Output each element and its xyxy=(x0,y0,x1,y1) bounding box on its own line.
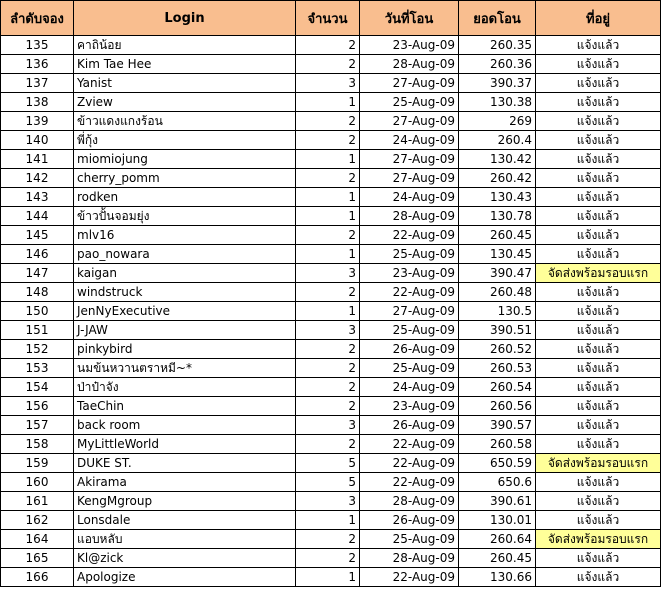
cell-address[interactable]: แจ้งแล้ว xyxy=(536,245,661,264)
cell-login[interactable]: ป่าป๋าจัง xyxy=(74,378,296,397)
cell-login[interactable]: mlv16 xyxy=(74,226,296,245)
table-row xyxy=(1,245,661,264)
cell-rank[interactable]: 145 xyxy=(1,226,74,245)
cell-login[interactable]: pinkybird xyxy=(74,340,296,359)
table-row xyxy=(1,321,661,340)
cell-login[interactable]: Yanist xyxy=(74,74,296,93)
table-row xyxy=(1,226,661,245)
cell-amount[interactable]: 260.48 xyxy=(459,283,536,302)
table-row xyxy=(1,55,661,74)
cell-date[interactable]: 25-Aug-09 xyxy=(360,530,459,549)
cell-amount[interactable]: 130.42 xyxy=(459,150,536,169)
cell-date[interactable]: 22-Aug-09 xyxy=(360,226,459,245)
cell-date[interactable]: 28-Aug-09 xyxy=(360,207,459,226)
cell-qty[interactable]: 1 xyxy=(296,568,360,587)
cell-date[interactable]: 23-Aug-09 xyxy=(360,397,459,416)
cell-amount[interactable]: 390.57 xyxy=(459,416,536,435)
cell-rank[interactable]: 157 xyxy=(1,416,74,435)
cell-login[interactable]: back room xyxy=(74,416,296,435)
cell-amount[interactable]: 130.01 xyxy=(459,511,536,530)
cell-address[interactable]: แจ้งแล้ว xyxy=(536,340,661,359)
cell-qty[interactable]: 2 xyxy=(296,226,360,245)
cell-date[interactable]: 27-Aug-09 xyxy=(360,74,459,93)
cell-rank[interactable]: 136 xyxy=(1,55,74,74)
table-header xyxy=(1,1,661,36)
table-row xyxy=(1,36,661,55)
cell-address[interactable]: แจ้งแล้ว xyxy=(536,226,661,245)
cell-date[interactable]: 28-Aug-09 xyxy=(360,492,459,511)
cell-rank[interactable]: 135 xyxy=(1,36,74,55)
cell-login[interactable]: cherry_pomm xyxy=(74,169,296,188)
cell-rank[interactable]: 153 xyxy=(1,359,74,378)
cell-login[interactable]: pao_nowara xyxy=(74,245,296,264)
cell-amount[interactable]: 390.61 xyxy=(459,492,536,511)
cell-date[interactable]: 25-Aug-09 xyxy=(360,321,459,340)
cell-qty[interactable]: 3 xyxy=(296,264,360,283)
header-qty[interactable]: จำนวน xyxy=(296,1,360,36)
cell-date[interactable]: 22-Aug-09 xyxy=(360,568,459,587)
cell-rank[interactable]: 137 xyxy=(1,74,74,93)
cell-login[interactable]: MyLittleWorld xyxy=(74,435,296,454)
cell-login[interactable]: Apologize xyxy=(74,568,296,587)
cell-date[interactable]: 26-Aug-09 xyxy=(360,340,459,359)
cell-date[interactable]: 28-Aug-09 xyxy=(360,549,459,568)
cell-qty[interactable]: 5 xyxy=(296,473,360,492)
table-body xyxy=(1,36,661,587)
header-amount[interactable]: ยอดโอน xyxy=(459,1,536,36)
cell-qty[interactable]: 2 xyxy=(296,55,360,74)
cell-address[interactable]: แจ้งแล้ว xyxy=(536,416,661,435)
cell-login[interactable]: miomiojung xyxy=(74,150,296,169)
cell-amount[interactable]: 260.42 xyxy=(459,169,536,188)
cell-date[interactable]: 22-Aug-09 xyxy=(360,435,459,454)
cell-date[interactable]: 26-Aug-09 xyxy=(360,511,459,530)
cell-qty[interactable]: 2 xyxy=(296,530,360,549)
cell-login[interactable]: KengMgroup xyxy=(74,492,296,511)
cell-qty[interactable]: 1 xyxy=(296,188,360,207)
header-row xyxy=(1,1,661,36)
table-row xyxy=(1,283,661,302)
cell-rank[interactable]: 152 xyxy=(1,340,74,359)
cell-qty[interactable]: 1 xyxy=(296,207,360,226)
cell-address[interactable]: แจ้งแล้ว xyxy=(536,378,661,397)
cell-login[interactable]: Kim Tae Hee xyxy=(74,55,296,74)
cell-date[interactable]: 24-Aug-09 xyxy=(360,378,459,397)
cell-rank[interactable]: 156 xyxy=(1,397,74,416)
cell-login[interactable]: Zview xyxy=(74,93,296,112)
cell-login[interactable]: TaeChin xyxy=(74,397,296,416)
cell-qty[interactable]: 2 xyxy=(296,36,360,55)
cell-qty[interactable]: 1 xyxy=(296,302,360,321)
cell-login[interactable]: คาถิน้อย xyxy=(74,36,296,55)
cell-qty[interactable]: 2 xyxy=(296,549,360,568)
cell-address[interactable]: แจ้งแล้ว xyxy=(536,302,661,321)
cell-qty[interactable]: 2 xyxy=(296,340,360,359)
cell-login[interactable]: พี่กุ้ง xyxy=(74,131,296,150)
table-row xyxy=(1,492,661,511)
cell-login[interactable]: DUKE ST. xyxy=(74,454,296,473)
cell-amount[interactable]: 260.64 xyxy=(459,530,536,549)
table-row xyxy=(1,74,661,93)
cell-login[interactable]: ข้าวปั้นจอมยุ่ง xyxy=(74,207,296,226)
cell-login[interactable]: Akirama xyxy=(74,473,296,492)
cell-address[interactable]: แจ้งแล้ว xyxy=(536,435,661,454)
table-row xyxy=(1,511,661,530)
cell-qty[interactable]: 3 xyxy=(296,416,360,435)
table-row xyxy=(1,473,661,492)
table-row xyxy=(1,359,661,378)
cell-amount[interactable]: 390.51 xyxy=(459,321,536,340)
cell-qty[interactable]: 1 xyxy=(296,150,360,169)
cell-qty[interactable]: 2 xyxy=(296,131,360,150)
cell-address[interactable]: จัดส่งพร้อมรอบแรก xyxy=(536,454,661,473)
table-row xyxy=(1,435,661,454)
cell-amount[interactable]: 130.38 xyxy=(459,93,536,112)
cell-rank[interactable]: 140 xyxy=(1,131,74,150)
cell-login[interactable]: Lonsdale xyxy=(74,511,296,530)
cell-login[interactable]: แอบหลับ xyxy=(74,530,296,549)
cell-rank[interactable]: 160 xyxy=(1,473,74,492)
cell-address[interactable]: แจ้งแล้ว xyxy=(536,131,661,150)
cell-amount[interactable]: 269 xyxy=(459,112,536,131)
cell-qty[interactable]: 2 xyxy=(296,378,360,397)
cell-amount[interactable]: 260.53 xyxy=(459,359,536,378)
cell-amount[interactable]: 390.47 xyxy=(459,264,536,283)
cell-rank[interactable]: 142 xyxy=(1,169,74,188)
cell-amount[interactable]: 260.4 xyxy=(459,131,536,150)
table-row xyxy=(1,112,661,131)
table-row xyxy=(1,530,661,549)
cell-date[interactable]: 24-Aug-09 xyxy=(360,188,459,207)
cell-amount[interactable]: 390.37 xyxy=(459,74,536,93)
cell-rank[interactable]: 144 xyxy=(1,207,74,226)
cell-login[interactable]: J-JAW xyxy=(74,321,296,340)
table-row xyxy=(1,340,661,359)
cell-address[interactable]: แจ้งแล้ว xyxy=(536,74,661,93)
cell-date[interactable]: 25-Aug-09 xyxy=(360,359,459,378)
cell-amount[interactable]: 130.43 xyxy=(459,188,536,207)
cell-qty[interactable]: 3 xyxy=(296,321,360,340)
table-row xyxy=(1,568,661,587)
cell-login[interactable]: JenNyExecutive xyxy=(74,302,296,321)
cell-address[interactable]: แจ้งแล้ว xyxy=(536,359,661,378)
cell-amount[interactable]: 130.5 xyxy=(459,302,536,321)
table-row xyxy=(1,302,661,321)
table-row xyxy=(1,264,661,283)
cell-address[interactable]: แจ้งแล้ว xyxy=(536,150,661,169)
cell-amount[interactable]: 260.56 xyxy=(459,397,536,416)
cell-amount[interactable]: 260.36 xyxy=(459,55,536,74)
cell-qty[interactable]: 3 xyxy=(296,74,360,93)
cell-rank[interactable]: 164 xyxy=(1,530,74,549)
cell-rank[interactable]: 159 xyxy=(1,454,74,473)
cell-date[interactable]: 26-Aug-09 xyxy=(360,416,459,435)
cell-address[interactable]: แจ้งแล้ว xyxy=(536,473,661,492)
cell-address[interactable]: แจ้งแล้ว xyxy=(536,568,661,587)
cell-qty[interactable]: 2 xyxy=(296,169,360,188)
cell-amount[interactable]: 260.54 xyxy=(459,378,536,397)
cell-date[interactable]: 27-Aug-09 xyxy=(360,112,459,131)
cell-date[interactable]: 27-Aug-09 xyxy=(360,150,459,169)
cell-login[interactable]: windstruck xyxy=(74,283,296,302)
cell-amount[interactable]: 260.58 xyxy=(459,435,536,454)
cell-date[interactable]: 24-Aug-09 xyxy=(360,131,459,150)
cell-rank[interactable]: 148 xyxy=(1,283,74,302)
cell-address[interactable]: แจ้งแล้ว xyxy=(536,492,661,511)
header-login[interactable]: Login xyxy=(74,1,296,36)
table-row xyxy=(1,169,661,188)
cell-address[interactable]: แจ้งแล้ว xyxy=(536,169,661,188)
table-row xyxy=(1,207,661,226)
cell-date[interactable]: 25-Aug-09 xyxy=(360,245,459,264)
table-row xyxy=(1,150,661,169)
cell-address[interactable]: แจ้งแล้ว xyxy=(536,55,661,74)
header-date[interactable]: วันที่โอน xyxy=(360,1,459,36)
cell-login[interactable]: kaigan xyxy=(74,264,296,283)
cell-amount[interactable]: 650.6 xyxy=(459,473,536,492)
table-row xyxy=(1,397,661,416)
cell-date[interactable]: 28-Aug-09 xyxy=(360,55,459,74)
table-row xyxy=(1,131,661,150)
cell-rank[interactable]: 143 xyxy=(1,188,74,207)
cell-qty[interactable]: 2 xyxy=(296,112,360,131)
cell-rank[interactable]: 165 xyxy=(1,549,74,568)
table-row xyxy=(1,549,661,568)
cell-qty[interactable]: 1 xyxy=(296,245,360,264)
cell-login[interactable]: rodken xyxy=(74,188,296,207)
cell-login[interactable]: Kl@zick xyxy=(74,549,296,568)
cell-qty[interactable]: 2 xyxy=(296,359,360,378)
cell-rank[interactable]: 141 xyxy=(1,150,74,169)
cell-amount[interactable]: 130.45 xyxy=(459,245,536,264)
cell-rank[interactable]: 139 xyxy=(1,112,74,131)
cell-address[interactable]: แจ้งแล้ว xyxy=(536,207,661,226)
cell-date[interactable]: 27-Aug-09 xyxy=(360,302,459,321)
cell-rank[interactable]: 151 xyxy=(1,321,74,340)
table-row xyxy=(1,378,661,397)
cell-address[interactable]: แจ้งแล้ว xyxy=(536,188,661,207)
header-address[interactable]: ที่อยู่ xyxy=(536,1,661,36)
cell-address[interactable]: แจ้งแล้ว xyxy=(536,112,661,131)
cell-address[interactable]: แจ้งแล้ว xyxy=(536,283,661,302)
cell-rank[interactable]: 161 xyxy=(1,492,74,511)
cell-date[interactable]: 22-Aug-09 xyxy=(360,283,459,302)
cell-amount[interactable]: 260.35 xyxy=(459,36,536,55)
table-row xyxy=(1,416,661,435)
cell-rank[interactable]: 154 xyxy=(1,378,74,397)
cell-qty[interactable]: 2 xyxy=(296,283,360,302)
cell-date[interactable]: 23-Aug-09 xyxy=(360,36,459,55)
cell-rank[interactable]: 158 xyxy=(1,435,74,454)
cell-login[interactable]: ข้าวแดงแกงร้อน xyxy=(74,112,296,131)
cell-rank[interactable]: 166 xyxy=(1,568,74,587)
cell-date[interactable]: 23-Aug-09 xyxy=(360,264,459,283)
cell-rank[interactable]: 162 xyxy=(1,511,74,530)
header-rank[interactable]: ลำดับจอง xyxy=(1,1,74,36)
cell-qty[interactable]: 3 xyxy=(296,492,360,511)
cell-rank[interactable]: 146 xyxy=(1,245,74,264)
cell-date[interactable]: 22-Aug-09 xyxy=(360,473,459,492)
cell-qty[interactable]: 1 xyxy=(296,511,360,530)
cell-qty[interactable]: 2 xyxy=(296,397,360,416)
cell-address[interactable]: แจ้งแล้ว xyxy=(536,36,661,55)
cell-address[interactable]: จัดส่งพร้อมรอบแรก xyxy=(536,264,661,283)
cell-amount[interactable]: 130.78 xyxy=(459,207,536,226)
cell-amount[interactable]: 260.45 xyxy=(459,549,536,568)
cell-date[interactable]: 22-Aug-09 xyxy=(360,454,459,473)
cell-amount[interactable]: 650.59 xyxy=(459,454,536,473)
cell-amount[interactable]: 260.52 xyxy=(459,340,536,359)
table-row xyxy=(1,188,661,207)
cell-address[interactable]: แจ้งแล้ว xyxy=(536,549,661,568)
cell-qty[interactable]: 2 xyxy=(296,435,360,454)
cell-address[interactable]: แจ้งแล้ว xyxy=(536,511,661,530)
cell-date[interactable]: 27-Aug-09 xyxy=(360,169,459,188)
cell-date[interactable]: 25-Aug-09 xyxy=(360,93,459,112)
cell-address[interactable]: แจ้งแล้ว xyxy=(536,93,661,112)
cell-qty[interactable]: 5 xyxy=(296,454,360,473)
cell-amount[interactable]: 260.45 xyxy=(459,226,536,245)
cell-qty[interactable]: 1 xyxy=(296,93,360,112)
table-row xyxy=(1,93,661,112)
cell-address[interactable]: แจ้งแล้ว xyxy=(536,397,661,416)
cell-amount[interactable]: 130.66 xyxy=(459,568,536,587)
cell-login[interactable]: นมข้นหวานตราหมี~* xyxy=(74,359,296,378)
cell-rank[interactable]: 147 xyxy=(1,264,74,283)
cell-address[interactable]: จัดส่งพร้อมรอบแรก xyxy=(536,530,661,549)
cell-rank[interactable]: 150 xyxy=(1,302,74,321)
table-row xyxy=(1,454,661,473)
cell-address[interactable]: แจ้งแล้ว xyxy=(536,321,661,340)
cell-rank[interactable]: 138 xyxy=(1,93,74,112)
